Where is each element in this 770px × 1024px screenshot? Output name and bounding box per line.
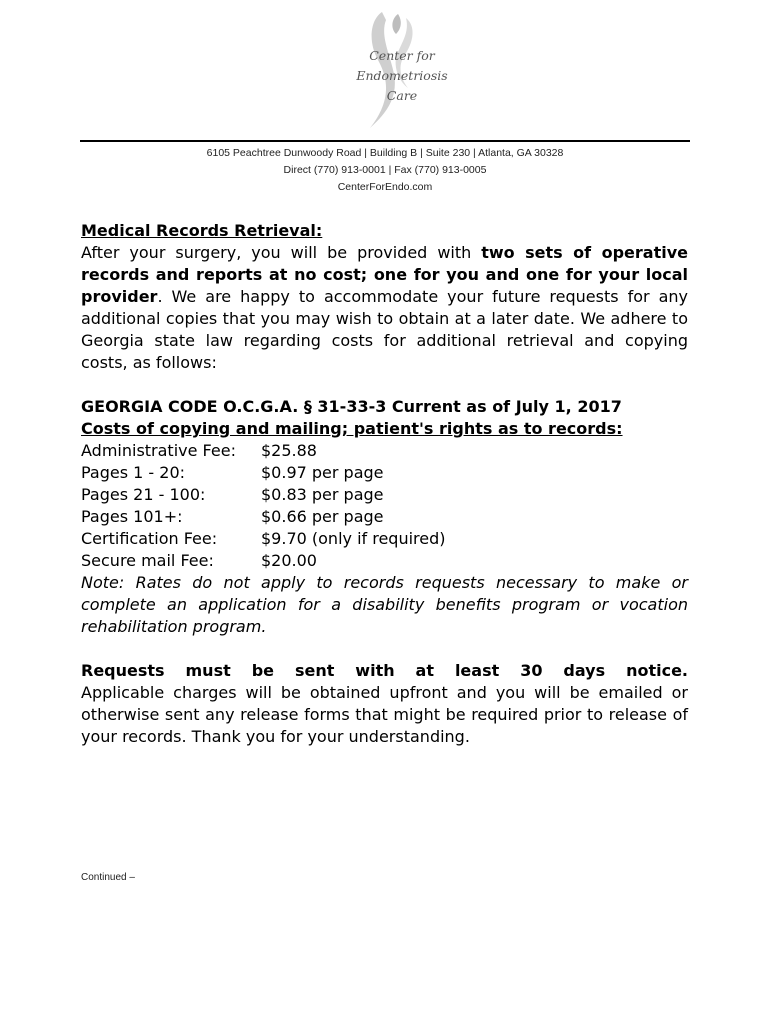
document-body xyxy=(81,220,688,770)
fee-label: Pages 1 - 20: xyxy=(81,463,186,482)
georgia-code-subtitle: Costs of copying and mailing; patient's rights as to records: xyxy=(81,419,623,438)
fee-row xyxy=(81,528,688,550)
requests-section xyxy=(81,660,688,748)
fee-value: $25.88 xyxy=(261,441,317,460)
fee-label: Pages 101+: xyxy=(81,507,183,526)
fee-label: Secure mail Fee: xyxy=(81,551,214,570)
fee-value: $0.83 per page xyxy=(261,485,384,504)
retrieval-section xyxy=(81,220,688,374)
website-line: CenterForEndo.com xyxy=(337,181,433,193)
fee-value: $20.00 xyxy=(261,551,317,570)
address-line: 6105 Peachtree Dunwoody Road | Building B | Suite 230 | Atlanta, GA 30328 xyxy=(206,147,564,159)
fee-row xyxy=(81,462,688,484)
fee-label: Certification Fee: xyxy=(81,529,218,548)
fee-row xyxy=(81,440,688,462)
fee-label: Administrative Fee: xyxy=(81,441,236,460)
requests-notice-title: Requests must be sent with at least 30 days notice. xyxy=(81,661,688,680)
fee-row xyxy=(81,550,688,572)
fee-row xyxy=(81,506,688,528)
logo-text-line2: Endometriosis xyxy=(356,68,448,83)
fee-value: $0.66 per page xyxy=(261,507,384,526)
center-logo xyxy=(330,8,470,138)
address-block xyxy=(80,145,690,196)
retrieval-text-start: After your surgery, you will be provided with xyxy=(81,243,482,262)
retrieval-heading: Medical Records Retrieval: xyxy=(81,221,323,240)
georgia-code-section xyxy=(81,396,688,638)
fee-value: $9.70 (only if required) xyxy=(261,529,446,548)
rates-note: Note: Rates do not apply to records requests necessary to make or complete an application for a disability benefits program or vocation rehabilitation program. xyxy=(81,573,688,636)
fee-value: $0.97 per page xyxy=(261,463,384,482)
phone-fax-line: Direct (770) 913-0001 | Fax (770) 913-0005 xyxy=(283,164,487,176)
logo-text-line1: Center for xyxy=(369,48,435,63)
header-divider xyxy=(80,140,690,142)
retrieval-text-bold: two sets of operative records and reports at no cost; one for you and one for your local provider xyxy=(81,243,688,306)
requests-body: Applicable charges will be obtained upfront and you will be emailed or otherwise sent any release forms that might be required prior to release of your records. Thank you for your understanding. xyxy=(81,683,688,746)
fee-row xyxy=(81,484,688,506)
fee-label: Pages 21 - 100: xyxy=(81,485,206,504)
continued-label: Continued – xyxy=(81,872,135,883)
retrieval-text-end: . We are happy to accommodate your future requests for any additional copies that you may wish to obtain at a later date. We adhere to Georgia state law regarding costs for additional retrieval and copying costs, as follows: xyxy=(81,287,688,372)
logo-text-line3: Care xyxy=(386,88,418,103)
georgia-code-title: GEORGIA CODE O.C.G.A. § 31-33-3 Current as of July 1, 2017 xyxy=(81,397,622,416)
